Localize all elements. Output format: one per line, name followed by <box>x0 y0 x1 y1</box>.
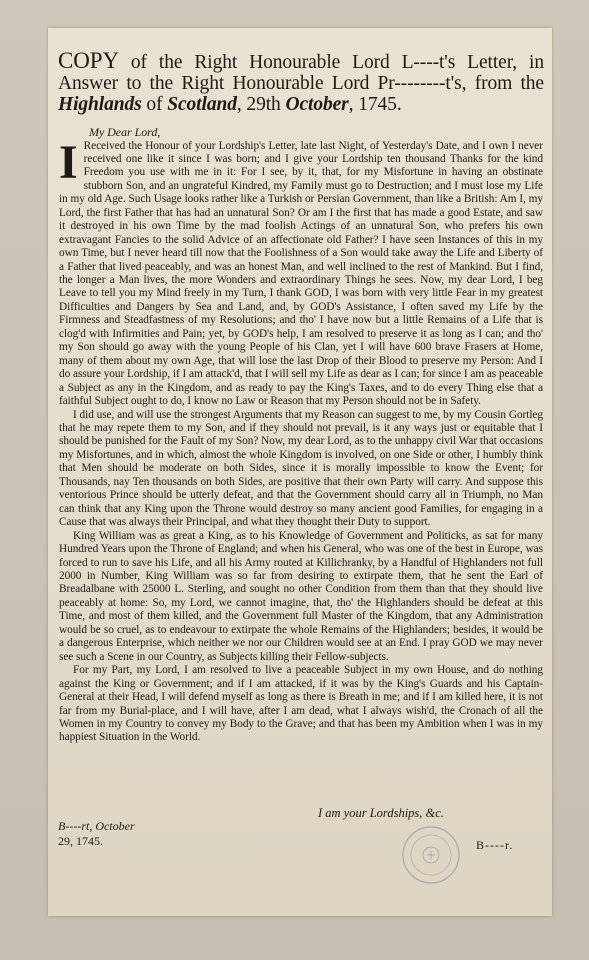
broadside-sheet <box>48 28 552 916</box>
title-date-pre: , 29th <box>236 94 286 115</box>
paragraph-1-text: Received the Honour of your Lordship's Letter, late last Night, of Yesterday's Date, and I own I never received one like it since I was born; and I give your Lordship ten thousand Thanks for the kind Freedom you use with me in it: For I see, by it, that, for my Misfortune in having an obstinate stubborn Son, and an ungrateful Kindred, my Family must go to Destruction; and I must lose my Life in my old Age. Such Usage looks rather like a Turkish or Persian Government, than like a British: Am I, my Lord, the first Father that has had an unnatural Son? Or am I the first that has made a good Estate, and saw it destroyed in his own Time by the mad foolish Actings of an unnatural Son, who prefers his own extravagant Fancies to the solid Advice of an affectionate old Father? I have seen Instances of this in my own Time, but I never heard till now that the Foolishness of a Son would take away the Life and Liberty of a Father that lived peaceably, and was an honest Man, and well inclined to the rest of Mankind. But I find, the longer a Man lives, the more Wonders and extraordinary Things he sees. Now, my dear Lord, I beg Leave to tell you my Mind freely in my Turn, I thank GOD, I was born with very little Fear in my greatest Difficulties and Dangers by Sea and Land, and, by GOD's Assistance, I often saved my Life by the Firmness and Steadfastness of my Resolutions; and tho' I have now but a little Remains of a Life that is clog'd with Infirmities and Pain; yet, by GOD's help, I am resolved to preserve it as long as I can; and tho' my Son should go away with the young People of his Clan, yet I will have 600 brave Frasers at Home, many of them about my own Age, that will lose the last Drop of their Blood to preserve my Person: And I do assure your Lordship, if I am attack'd, that I will sell my Life as dear as I can; for since I am as peaceable a Subject as any in the Kingdom, and as ready to pay the King's Taxes, and to do every Thing else that a faithful Subject ought to do, I know no Law or Reason that my Person should not be in Safety. <box>59 139 543 408</box>
letter-body <box>59 126 543 745</box>
closing-line: I am your Lordships, &c. <box>318 806 444 820</box>
library-stamp-icon <box>400 824 462 886</box>
document-title <box>58 50 544 115</box>
paragraph-2: I did use, and will use the strongest Arguments that my Reason can suggest to me, by my Cousin Gortleg that he may repete them to my Son, and if they should not prevail, is it any ways just or equitable that I should be punished for the Fault of my Son? Now, my dear Lord, as to the unhappy civil War that occasions my Misfortunes, and in which, almost the whole Kingdom is involved, on one Side or other, I humbly think that Men should be moderate on both Sides, since it is morally impossible to know the Event; for Thousands, nay Ten thousands on both Sides, are positive that their own Party will carry. And suppose this ventorious Prince should be utterly defeat, and that the Government should carry all in Triumph, no Man can think that any King upon the Throne would destroy so many ancient good Families, for engaging in a Cause that was always their Principal, and what they thought their Duty to support. <box>59 408 543 529</box>
title-lead: COPY <box>58 48 119 73</box>
paragraph-4: For my Part, my Lord, I am resolved to live a peaceable Subject in my own House, and do nothing against the King or Government; and if I am attacked, if it was by the King's Guards and his Captain-General at their Head, I will defend myself as long as there is Breath in me; and if I am killed here, it is not far from my Burial-place, and I will have, after I am dead, what I always wish'd, the Cronach of all the Women in my Country to convey my Body to the Grave; and that has been my Ambition when I was in my happiest Situation in the World. <box>59 664 543 744</box>
title-rest: of the Right Honourable Lord L----t's Letter, in Answer to the Right Honourable Lord Pr--------t's, from the <box>58 52 544 94</box>
title-of: of <box>141 94 168 115</box>
signature: B----r. <box>476 838 514 852</box>
date-line: 29, 1745. <box>58 834 103 848</box>
title-year: , 1745. <box>348 94 402 115</box>
title-country: Scotland <box>167 94 237 115</box>
title-month: October <box>285 94 349 115</box>
drop-cap: I <box>59 135 78 189</box>
paragraph-1 <box>59 135 543 409</box>
paragraph-3: King William was as great a King, as to his Knowledge of Government and Politicks, as sat for many Hundred Years upon the Throne of England; and when his General, who was one of the best in Europe, was forced to run to save his Life, and all his Army routed at Killichranky, by a Handful of Highlanders not full 2000 in Number, King William was so far from desiring to extirpate them, that he sent the Earl of Breadalbane with 25000 L. Sterling, and sought no other Condition from them than that they should live peaceably at home: So, my Lord, we cannot imagine, that, tho' the Highlanders should be defeat at this Time, and most of them killed, and the Government full Master of the Kingdom, that any Administration would be so cruel, as to endeavour to extirpate the whole Remains of the Highlanders; besides, it would be a dangerous Enterprise, which neither we nor our Children would see at an End. I pray GOD we may never see such a Scene in our Country, as Subjects killing their Fellow-subjects. <box>59 529 543 663</box>
title-place: Highlands <box>58 94 142 115</box>
place-line: B----rt, October <box>58 819 135 833</box>
place-and-date <box>58 819 135 849</box>
salutation: My Dear Lord, <box>89 125 161 139</box>
